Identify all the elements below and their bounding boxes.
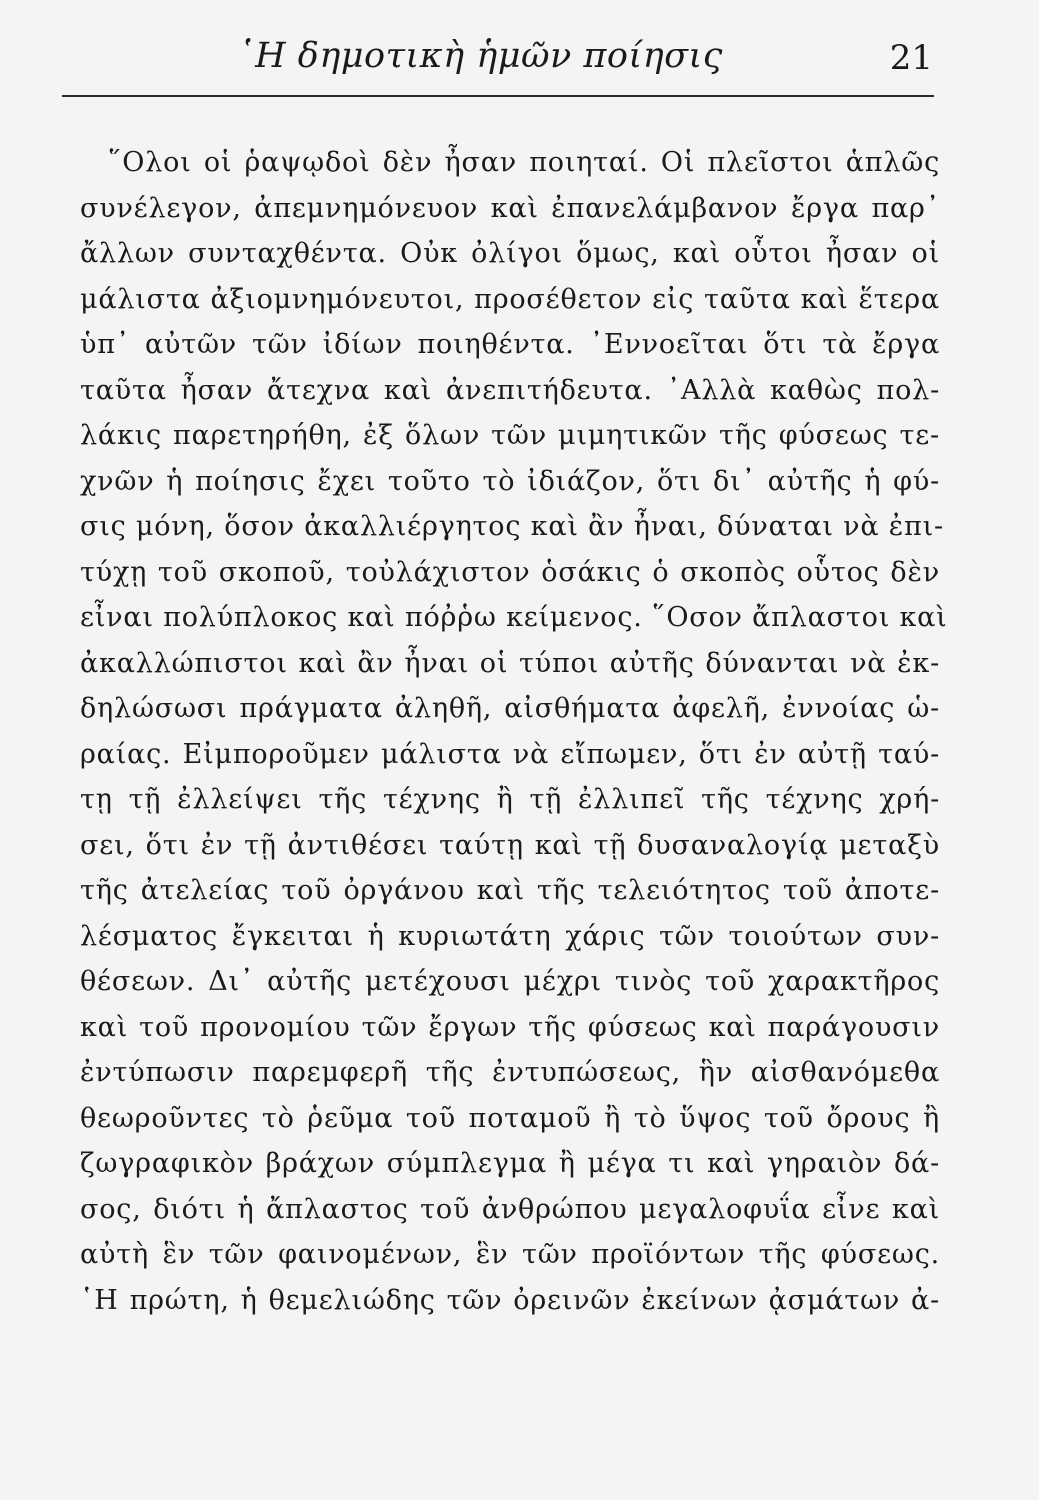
header-rule — [62, 95, 934, 97]
text-line: λάκις παρετηρήθη, ἐξ ὅλων τῶν μιμητικῶν τῆς φύσεως τε- — [80, 420, 940, 451]
text-body — [80, 140, 948, 1323]
text-line: συνέλεγον, ἀπεμνημόνευον καὶ ἐπανελάμβανον ἔργα παρ᾽ — [80, 192, 940, 224]
text-line: εἶναι πολύπλοκος καὶ πόῤῥω κείμενος. ῞Οσον ἄπλαστοι καὶ — [80, 602, 948, 633]
text-line: τῃ τῇ ἐλλείψει τῆς τέχνης ἢ τῇ ἐλλιπεῖ τῆς τέχνης χρή- — [80, 784, 940, 815]
text-line: σει, ὅτι ἐν τῇ ἀντιθέσει ταύτῃ καὶ τῇ δυσαναλογίᾳ μεταξὺ — [80, 829, 940, 861]
page-number: 21 — [889, 38, 933, 78]
text-line: καὶ τοῦ προνομίου τῶν ἔργων τῆς φύσεως καὶ παράγουσιν — [80, 1011, 940, 1043]
text-line: θεωροῦντες τὸ ῥεῦμα τοῦ ποταμοῦ ἢ τὸ ὕψος τοῦ ὄρους ἢ — [80, 1102, 940, 1134]
text-line: δηλώσωσι πράγματα ἀληθῆ, αἰσθήματα ἀφελῆ, ἐννοίας ὡ- — [80, 693, 940, 724]
text-line: ἄλλων συνταχθέντα. Οὐκ ὀλίγοι ὅμως, καὶ οὗτοι ἦσαν οἱ — [80, 238, 940, 269]
text-line: σος, διότι ἡ ἄπλαστος τοῦ ἀνθρώπου μεγαλοφυΐα εἶνε καὶ — [80, 1193, 940, 1225]
text-line: ῞Ολοι οἱ ῥαψῳδοὶ δὲν ἦσαν ποιηταί. Οἱ πλεῖστοι ἁπλῶς — [108, 147, 940, 178]
text-line: σις μόνη, ὅσον ἀκαλλιέργητος καὶ ἂν ἦναι, δύναται νὰ ἐπι- — [80, 511, 944, 542]
text-line: μάλιστα ἀξιομνημόνευτοι, προσέθετον εἰς ταῦτα καὶ ἕτερα — [80, 283, 940, 315]
text-line: λέσματος ἔγκειται ἡ κυριωτάτη χάρις τῶν τοιούτων συν- — [80, 920, 940, 952]
text-line: ῾Η πρώτη, ἡ θεμελιώδης τῶν ὀρεινῶν ἐκείνων ᾀσμάτων ἀ- — [80, 1284, 940, 1316]
running-title: ῾Η δημοτικὴ ἡμῶν ποίησις — [237, 36, 723, 76]
text-line: αὐτὴ ἓν τῶν φαινομένων, ἓν τῶν προϊόντων τῆς φύσεως. — [80, 1239, 940, 1270]
text-line: θέσεων. Δι᾽ αὐτῆς μετέχουσι μέχρι τινὸς τοῦ χαρακτῆρος — [80, 966, 940, 997]
text-line: τῆς ἀτελείας τοῦ ὀργάνου καὶ τῆς τελειότητος τοῦ ἀποτε- — [80, 875, 940, 906]
text-line: ἀκαλλώπιστοι καὶ ἂν ἦναι οἱ τύποι αὐτῆς δύνανται νὰ ἐκ- — [80, 647, 940, 679]
text-line: ραίας. Εἰμποροῦμεν μάλιστα νὰ εἴπωμεν, ὅτι ἐν αὐτῇ ταύ- — [80, 738, 940, 770]
text-line: χνῶν ἡ ποίησις ἔχει τοῦτο τὸ ἰδιάζον, ὅτι δι᾽ αὐτῆς ἡ φύ- — [80, 465, 940, 497]
text-line: ὑπ᾽ αὐτῶν τῶν ἰδίων ποιηθέντα. ᾽Εννοεῖται ὅτι τὰ ἔργα — [80, 329, 940, 360]
text-line: ἐντύπωσιν παρεμφερῆ τῆς ἐντυπώσεως, ἣν αἰσθανόμεθα — [80, 1057, 940, 1088]
text-line: τύχῃ τοῦ σκοποῦ, τοὐλάχιστον ὁσάκις ὁ σκοπὸς οὗτος δὲν — [80, 556, 940, 588]
text-line: ταῦτα ἦσαν ἄτεχνα καὶ ἀνεπιτήδευτα. ᾽Αλλὰ καθὼς πολ- — [80, 374, 940, 406]
text-line: ζωγραφικὸν βράχων σύμπλεγμα ἢ μέγα τι καὶ γηραιὸν δά- — [80, 1148, 940, 1179]
